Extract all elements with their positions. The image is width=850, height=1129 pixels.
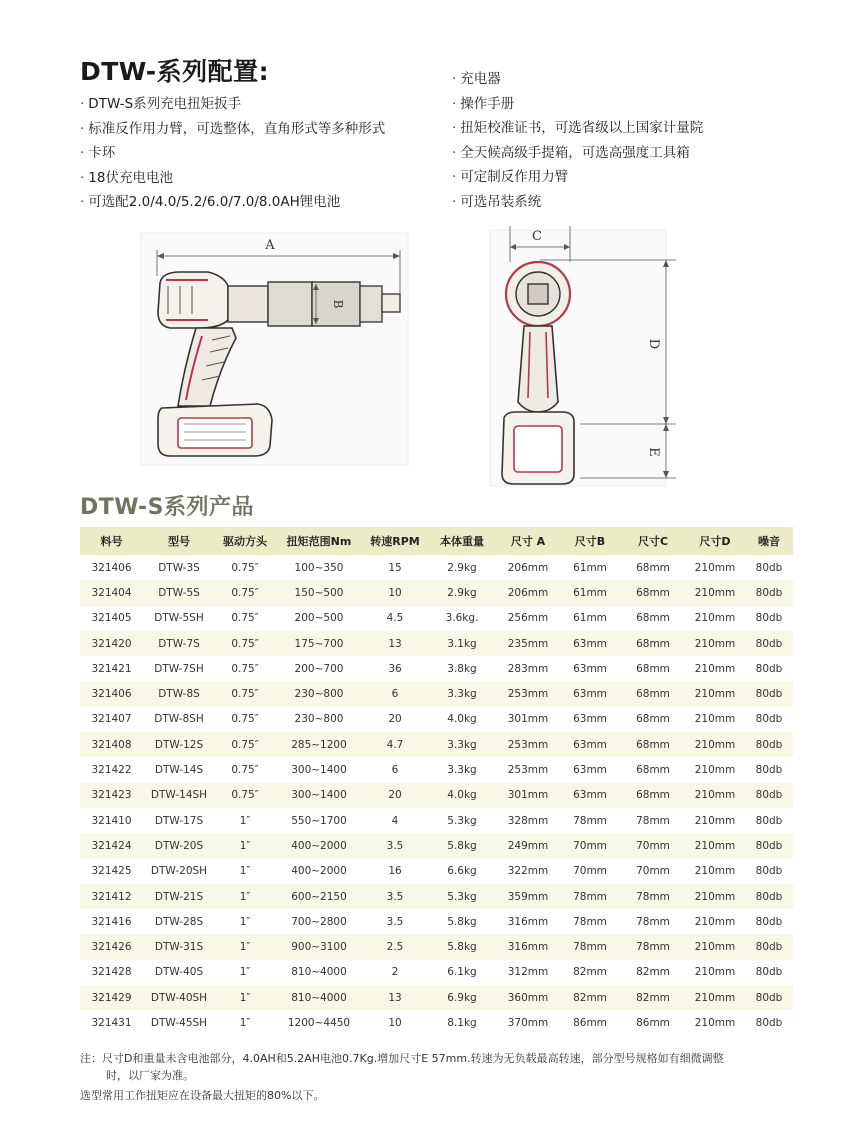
table-row (80, 555, 793, 580)
bullet-dot: · (452, 71, 457, 87)
cell-drive: 1″ (215, 960, 275, 985)
cell-dim-a: 301mm (497, 783, 559, 808)
cell-dim-d: 210mm (685, 833, 745, 858)
cell-part-no: 321412 (80, 884, 143, 909)
cell-part-no: 321425 (80, 859, 143, 884)
cell-dim-d: 210mm (685, 884, 745, 909)
cell-rpm: 10 (363, 1010, 427, 1035)
cell-dim-a: 370mm (497, 1010, 559, 1035)
cell-dim-c: 78mm (621, 884, 685, 909)
cell-dim-c: 78mm (621, 808, 685, 833)
cell-weight: 8.1kg (427, 1010, 497, 1035)
cell-model: DTW-7SH (143, 656, 215, 681)
cell-dim-d: 210mm (685, 909, 745, 934)
table-row (80, 934, 793, 959)
cell-torque: 600~2150 (275, 884, 363, 909)
cell-dim-c: 70mm (621, 859, 685, 884)
table-row (80, 859, 793, 884)
cell-model: DTW-5S (143, 580, 215, 605)
cell-torque: 700~2800 (275, 909, 363, 934)
cell-rpm: 2 (363, 960, 427, 985)
cell-part-no: 321408 (80, 732, 143, 757)
cell-drive: 1″ (215, 934, 275, 959)
footnote-line-continued: 时，以厂家为准。 (106, 1069, 194, 1082)
cell-torque: 175~700 (275, 631, 363, 656)
column-header-torque: 扭矩范围Nm (275, 527, 363, 555)
cell-dim-d: 210mm (685, 808, 745, 833)
config-item-text: 全天候高级手提箱，可选高强度工具箱 (460, 144, 690, 161)
cell-part-no: 321407 (80, 707, 143, 732)
bullet-dot: · (452, 120, 457, 136)
cell-dim-d: 210mm (685, 985, 745, 1010)
config-item-text: 卡环 (88, 145, 116, 161)
cell-part-no: 321423 (80, 783, 143, 808)
cell-torque: 300~1400 (275, 757, 363, 782)
cell-drive: 0.75″ (215, 631, 275, 656)
bullet-dot: · (452, 95, 457, 112)
cell-drive: 1″ (215, 833, 275, 858)
config-item (80, 141, 385, 166)
config-item (80, 117, 385, 142)
cell-dim-a: 206mm (497, 555, 559, 580)
config-item (452, 165, 703, 190)
cell-dim-a: 301mm (497, 707, 559, 732)
cell-rpm: 6 (363, 681, 427, 706)
column-header-weight: 本体重量 (427, 527, 497, 555)
cell-dim-a: 253mm (497, 757, 559, 782)
cell-part-no: 321410 (80, 808, 143, 833)
cell-rpm: 4.5 (363, 606, 427, 631)
cell-model: DTW-7S (143, 631, 215, 656)
cell-weight: 5.8kg (427, 934, 497, 959)
cell-torque: 900~3100 (275, 934, 363, 959)
cell-weight: 3.6kg. (427, 606, 497, 631)
config-item-text: 可选配2.0/4.0/5.2/6.0/7.0/8.0AH锂电池 (88, 194, 341, 210)
cell-dim-d: 210mm (685, 757, 745, 782)
cell-torque: 200~700 (275, 656, 363, 681)
cell-torque: 400~2000 (275, 859, 363, 884)
cell-dim-d: 210mm (685, 934, 745, 959)
cell-noise: 80db (745, 555, 793, 580)
config-item-text: 标准反作用力臂，可选整体，直角形式等多种形式 (88, 120, 386, 137)
cell-dim-d: 210mm (685, 656, 745, 681)
table-body (80, 555, 793, 1036)
cell-torque: 200~500 (275, 606, 363, 631)
cell-torque: 810~4000 (275, 985, 363, 1010)
cell-drive: 1″ (215, 1010, 275, 1035)
cell-dim-b: 78mm (559, 909, 621, 934)
table-row (80, 783, 793, 808)
cell-rpm: 3.5 (363, 909, 427, 934)
cell-model: DTW-28S (143, 909, 215, 934)
cell-model: DTW-40SH (143, 985, 215, 1010)
cell-weight: 6.1kg (427, 960, 497, 985)
footnote-dimensions (80, 1050, 800, 1084)
cell-part-no: 321422 (80, 757, 143, 782)
cell-dim-a: 253mm (497, 681, 559, 706)
cell-dim-c: 82mm (621, 985, 685, 1010)
cell-dim-d: 210mm (685, 1010, 745, 1035)
cell-part-no: 321416 (80, 909, 143, 934)
cell-weight: 5.8kg (427, 909, 497, 934)
cell-drive: 1″ (215, 884, 275, 909)
cell-dim-a: 328mm (497, 808, 559, 833)
cell-rpm: 4.7 (363, 732, 427, 757)
column-header-drive: 驱动方头 (215, 527, 275, 555)
cell-part-no: 321420 (80, 631, 143, 656)
table-row (80, 681, 793, 706)
cell-dim-c: 70mm (621, 833, 685, 858)
cell-torque: 300~1400 (275, 783, 363, 808)
cell-dim-b: 63mm (559, 783, 621, 808)
cell-part-no: 321405 (80, 606, 143, 631)
config-item (80, 190, 385, 215)
cell-model: DTW-31S (143, 934, 215, 959)
cell-noise: 80db (745, 909, 793, 934)
cell-drive: 0.75″ (215, 580, 275, 605)
cell-rpm: 36 (363, 656, 427, 681)
config-list-right (452, 67, 703, 214)
cell-rpm: 3.5 (363, 833, 427, 858)
table-row (80, 580, 793, 605)
cell-torque: 550~1700 (275, 808, 363, 833)
cell-drive: 0.75″ (215, 732, 275, 757)
cell-weight: 2.9kg (427, 580, 497, 605)
cell-drive: 1″ (215, 808, 275, 833)
column-header-dim-d: 尺寸D (685, 527, 745, 555)
cell-torque: 1200~4450 (275, 1010, 363, 1035)
cell-dim-d: 210mm (685, 732, 745, 757)
table-row (80, 833, 793, 858)
cell-drive: 1″ (215, 859, 275, 884)
config-item-text: 18伏充电电池 (88, 169, 173, 186)
cell-weight: 5.8kg (427, 833, 497, 858)
bullet-dot: · (452, 193, 457, 210)
table-row (80, 631, 793, 656)
cell-dim-b: 78mm (559, 934, 621, 959)
bullet-dot: · (80, 194, 85, 210)
cell-dim-a: 283mm (497, 656, 559, 681)
config-item (452, 116, 703, 141)
cell-dim-a: 359mm (497, 884, 559, 909)
column-header-part-no: 料号 (80, 527, 143, 555)
table-row (80, 909, 793, 934)
cell-weight: 2.9kg (427, 555, 497, 580)
config-item-text: 可选吊装系统 (460, 193, 542, 210)
config-title: DTW-系列配置: (80, 57, 270, 86)
cell-dim-b: 70mm (559, 859, 621, 884)
cell-rpm: 6 (363, 757, 427, 782)
cell-noise: 80db (745, 960, 793, 985)
cell-model: DTW-14SH (143, 783, 215, 808)
cell-dim-c: 68mm (621, 606, 685, 631)
bullet-dot: · (452, 169, 457, 185)
cell-noise: 80db (745, 859, 793, 884)
bullet-dot: · (80, 120, 85, 137)
bullet-dot: · (80, 96, 85, 112)
bullet-dot: · (80, 145, 85, 161)
cell-rpm: 3.5 (363, 884, 427, 909)
cell-drive: 1″ (215, 909, 275, 934)
cell-part-no: 321429 (80, 985, 143, 1010)
cell-part-no: 321421 (80, 656, 143, 681)
cell-weight: 4.0kg (427, 783, 497, 808)
cell-dim-b: 78mm (559, 808, 621, 833)
cell-dim-a: 360mm (497, 985, 559, 1010)
cell-dim-a: 316mm (497, 909, 559, 934)
cell-noise: 80db (745, 783, 793, 808)
table-row (80, 606, 793, 631)
cell-model: DTW-3S (143, 555, 215, 580)
cell-dim-c: 68mm (621, 681, 685, 706)
table-row (80, 757, 793, 782)
cell-weight: 3.1kg (427, 631, 497, 656)
cell-dim-a: 253mm (497, 732, 559, 757)
cell-drive: 0.75″ (215, 783, 275, 808)
config-item (80, 166, 385, 191)
cell-model: DTW-20SH (143, 859, 215, 884)
cell-dim-b: 61mm (559, 580, 621, 605)
column-header-model: 型号 (143, 527, 215, 555)
config-item (452, 67, 703, 92)
cell-dim-d: 210mm (685, 859, 745, 884)
config-item (452, 190, 703, 215)
cell-dim-b: 63mm (559, 631, 621, 656)
cell-model: DTW-12S (143, 732, 215, 757)
cell-part-no: 321426 (80, 934, 143, 959)
config-item-text: 操作手册 (460, 95, 515, 112)
cell-dim-c: 68mm (621, 707, 685, 732)
cell-drive: 0.75″ (215, 606, 275, 631)
cell-dim-b: 86mm (559, 1010, 621, 1035)
product-spec-table (80, 527, 793, 1036)
config-item (452, 141, 703, 166)
cell-dim-d: 210mm (685, 960, 745, 985)
cell-part-no: 321424 (80, 833, 143, 858)
dimension-label-c: C (532, 229, 542, 244)
cell-drive: 0.75″ (215, 681, 275, 706)
cell-torque: 400~2000 (275, 833, 363, 858)
cell-noise: 80db (745, 732, 793, 757)
cell-dim-c: 68mm (621, 580, 685, 605)
cell-weight: 4.0kg (427, 707, 497, 732)
cell-dim-b: 82mm (559, 960, 621, 985)
table-row (80, 985, 793, 1010)
cell-weight: 3.3kg (427, 732, 497, 757)
cell-model: DTW-8SH (143, 707, 215, 732)
cell-dim-d: 210mm (685, 681, 745, 706)
cell-noise: 80db (745, 707, 793, 732)
cell-noise: 80db (745, 606, 793, 631)
column-header-rpm: 转速RPM (363, 527, 427, 555)
config-item-text: DTW-S系列充电扭矩扳手 (88, 96, 242, 112)
table-header-row (80, 527, 793, 555)
cell-dim-a: 235mm (497, 631, 559, 656)
cell-rpm: 13 (363, 985, 427, 1010)
cell-noise: 80db (745, 1010, 793, 1035)
cell-torque: 285~1200 (275, 732, 363, 757)
cell-weight: 3.3kg (427, 681, 497, 706)
cell-noise: 80db (745, 985, 793, 1010)
cell-dim-c: 86mm (621, 1010, 685, 1035)
cell-model: DTW-21S (143, 884, 215, 909)
cell-dim-b: 63mm (559, 732, 621, 757)
cell-torque: 810~4000 (275, 960, 363, 985)
footnote-torque: 选型常用工作扭矩应在设备最大扭矩的80%以下。 (80, 1089, 325, 1102)
cell-noise: 80db (745, 656, 793, 681)
cell-weight: 3.8kg (427, 656, 497, 681)
cell-noise: 80db (745, 934, 793, 959)
cell-model: DTW-14S (143, 757, 215, 782)
cell-model: DTW-5SH (143, 606, 215, 631)
config-item-text: 扭矩校准证书，可选省级以上国家计量院 (460, 120, 704, 136)
cell-model: DTW-45SH (143, 1010, 215, 1035)
cell-dim-c: 78mm (621, 934, 685, 959)
cell-rpm: 4 (363, 808, 427, 833)
cell-dim-d: 210mm (685, 707, 745, 732)
cell-rpm: 2.5 (363, 934, 427, 959)
cell-model: DTW-17S (143, 808, 215, 833)
cell-dim-a: 249mm (497, 833, 559, 858)
footnote-line: 注：尺寸D和重量未含电池部分，4.0AH和5.2AH电池0.7Kg.增加尺寸E 57mm.转速为无负载最高转速，部分型号规格如有细微调整 (80, 1052, 724, 1065)
column-header-dim-c: 尺寸C (621, 527, 685, 555)
column-header-noise: 噪音 (745, 527, 793, 555)
cell-dim-a: 322mm (497, 859, 559, 884)
cell-drive: 0.75″ (215, 707, 275, 732)
cell-dim-d: 210mm (685, 555, 745, 580)
cell-dim-b: 61mm (559, 606, 621, 631)
cell-part-no: 321404 (80, 580, 143, 605)
config-item (80, 92, 385, 117)
config-list-left (80, 92, 385, 215)
cell-noise: 80db (745, 631, 793, 656)
cell-weight: 5.3kg (427, 808, 497, 833)
table-row (80, 656, 793, 681)
cell-drive: 0.75″ (215, 555, 275, 580)
bullet-dot: · (452, 144, 457, 161)
cell-noise: 80db (745, 681, 793, 706)
cell-dim-d: 210mm (685, 606, 745, 631)
cell-dim-b: 63mm (559, 656, 621, 681)
dimension-label-b: B (331, 299, 345, 309)
cell-drive: 0.75″ (215, 757, 275, 782)
cell-dim-c: 68mm (621, 555, 685, 580)
cell-torque: 100~350 (275, 555, 363, 580)
cell-rpm: 16 (363, 859, 427, 884)
cell-rpm: 10 (363, 580, 427, 605)
cell-dim-b: 63mm (559, 681, 621, 706)
cell-model: DTW-40S (143, 960, 215, 985)
cell-weight: 3.3kg (427, 757, 497, 782)
products-title: DTW-S系列产品 (80, 495, 255, 520)
cell-rpm: 13 (363, 631, 427, 656)
cell-dim-d: 210mm (685, 631, 745, 656)
cell-dim-c: 68mm (621, 631, 685, 656)
cell-rpm: 15 (363, 555, 427, 580)
cell-dim-a: 312mm (497, 960, 559, 985)
cell-rpm: 20 (363, 707, 427, 732)
cell-part-no: 321406 (80, 555, 143, 580)
cell-drive: 0.75″ (215, 656, 275, 681)
cell-weight: 6.9kg (427, 985, 497, 1010)
cell-noise: 80db (745, 884, 793, 909)
cell-drive: 1″ (215, 985, 275, 1010)
cell-dim-c: 82mm (621, 960, 685, 985)
cell-part-no: 321428 (80, 960, 143, 985)
cell-dim-c: 68mm (621, 656, 685, 681)
cell-noise: 80db (745, 808, 793, 833)
cell-dim-d: 210mm (685, 783, 745, 808)
cell-noise: 80db (745, 833, 793, 858)
table-row (80, 732, 793, 757)
dimension-label-d: D (646, 338, 661, 350)
cell-dim-b: 70mm (559, 833, 621, 858)
cell-dim-b: 63mm (559, 757, 621, 782)
cell-model: DTW-20S (143, 833, 215, 858)
cell-weight: 5.3kg (427, 884, 497, 909)
column-header-dim-b: 尺寸B (559, 527, 621, 555)
cell-model: DTW-8S (143, 681, 215, 706)
table-row (80, 960, 793, 985)
cell-torque: 230~800 (275, 707, 363, 732)
config-item-text: 可定制反作用力臂 (460, 169, 569, 185)
cell-part-no: 321431 (80, 1010, 143, 1035)
cell-noise: 80db (745, 580, 793, 605)
cell-noise: 80db (745, 757, 793, 782)
table-row (80, 808, 793, 833)
cell-rpm: 20 (363, 783, 427, 808)
cell-dim-a: 206mm (497, 580, 559, 605)
config-item-text: 充电器 (460, 71, 501, 87)
dimension-label-a: A (265, 238, 275, 253)
table-row (80, 1010, 793, 1035)
cell-dim-c: 68mm (621, 783, 685, 808)
cell-dim-a: 316mm (497, 934, 559, 959)
config-item (452, 92, 703, 117)
column-header-dim-a: 尺寸 A (497, 527, 559, 555)
cell-weight: 6.6kg (427, 859, 497, 884)
wrench-side-view-drawing (140, 228, 410, 468)
cell-dim-c: 68mm (621, 757, 685, 782)
dimension-label-e: E (646, 447, 661, 457)
cell-dim-b: 63mm (559, 707, 621, 732)
table-row (80, 707, 793, 732)
cell-dim-b: 61mm (559, 555, 621, 580)
cell-dim-b: 82mm (559, 985, 621, 1010)
cell-torque: 230~800 (275, 681, 363, 706)
cell-dim-c: 78mm (621, 909, 685, 934)
cell-dim-b: 78mm (559, 884, 621, 909)
bullet-dot: · (80, 169, 85, 186)
cell-part-no: 321406 (80, 681, 143, 706)
cell-torque: 150~500 (275, 580, 363, 605)
cell-dim-a: 256mm (497, 606, 559, 631)
wrench-front-view-drawing (480, 212, 680, 490)
cell-dim-c: 68mm (621, 732, 685, 757)
table-row (80, 884, 793, 909)
cell-dim-d: 210mm (685, 580, 745, 605)
